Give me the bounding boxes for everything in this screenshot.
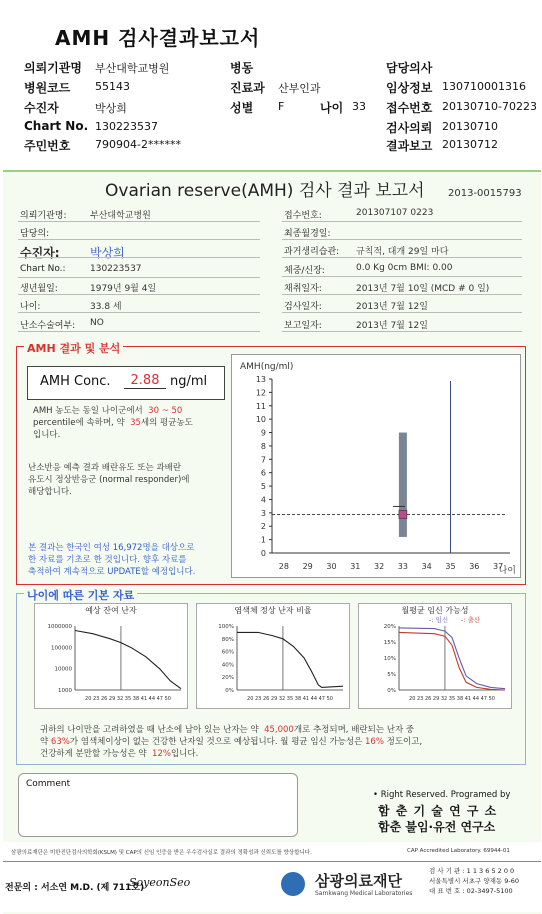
patient-field-label: Chart No.: — [20, 264, 66, 274]
copyright-text: • Right Reserved. Programed by — [373, 790, 511, 800]
mini-y-tick-label: 15% — [383, 640, 396, 646]
sample-field-value: 2013년 7월 12일 — [356, 302, 428, 312]
x-tick-label: 32 — [374, 562, 385, 571]
mini-y-tick-label: 80% — [221, 636, 234, 643]
mini-y-tick-label: 20% — [383, 624, 396, 630]
mini-x-tick-labels: 20 23 26 29 32 35 38 41 44 47 50 — [247, 696, 333, 702]
company-contact: 검 사 기 관 : 1 1 3 6 5 2 0 0 서울특별시 서초구 양재동 9-60 대 표 번 호 : 02-3497-5100 — [429, 867, 520, 895]
header-label: 성별 — [230, 101, 254, 115]
mini-x-tick-labels: 20 23 26 29 32 35 38 41 44 47 50 — [85, 696, 171, 702]
y-tick-label: 5 — [260, 482, 266, 492]
field-underline — [282, 221, 522, 222]
field-underline — [18, 331, 260, 332]
y-tick-label: 1 — [260, 535, 266, 545]
pregnancy-chance-chart — [358, 603, 512, 709]
sample-field-label: 채취일자: — [284, 284, 322, 294]
y-tick-label: 12 — [255, 388, 266, 398]
mini-y-tick-label: 1000000 — [47, 624, 72, 630]
x-tick-label: 33 — [397, 562, 408, 571]
header-label: 접수번호 — [386, 101, 433, 115]
field-underline — [282, 257, 522, 258]
field-underline — [282, 331, 522, 332]
document-number: 2013-0015793 — [448, 188, 522, 199]
header-label: 임상정보 — [386, 81, 433, 95]
y-tick-label: 10 — [255, 415, 266, 425]
footer-note: 삼광의료재단은 미한진단검사의학회(KSLM) 및 CAP의 신임 인증을 받은 우수검사실로 결과의 정확성과 신뢰도를 향상합니다. — [11, 850, 312, 856]
normal-egg-ratio-curve — [237, 632, 343, 687]
y-tick-label: 13 — [255, 375, 266, 384]
legend-birth: -: 출산 — [461, 616, 481, 624]
mini-y-tick-label: 60% — [221, 649, 234, 656]
sample-field-label: 보고일자: — [284, 321, 322, 331]
x-tick-label: 35 — [445, 562, 456, 571]
patient-field-label: 난소수술여부: — [20, 321, 76, 331]
y-tick-label: 8 — [260, 441, 266, 451]
x-tick-label: 36 — [469, 562, 480, 571]
mini-y-tick-label: 5% — [387, 672, 396, 678]
age-value: 33 — [352, 100, 366, 113]
patient-field-value: NO — [90, 318, 104, 328]
y-tick-label: 0 — [260, 549, 266, 558]
header-label: 담당의사 — [386, 61, 433, 75]
field-underline — [18, 239, 260, 240]
header-label: 진료과 — [230, 81, 265, 95]
pregnancy-curve — [399, 628, 505, 689]
patient-field-value: 1979년 9월 4일 — [90, 284, 157, 294]
sample-field-value: 2013년 7월 10일 (MCD # 0 일) — [356, 284, 490, 294]
field-underline — [18, 312, 260, 313]
header-label: 의뢰기관명 — [24, 61, 82, 75]
field-underline — [282, 239, 522, 240]
percentile-text: AMH 농도는 동일 나이군에서 30 ~ 50 percentile에 속하며, 약 35세의 평균농도 입니다. — [33, 406, 193, 440]
normal-egg-ratio-chart — [196, 603, 350, 709]
x-tick-label: 30 — [326, 562, 337, 571]
header-label: 수진자 — [24, 101, 59, 115]
header-value: 부산대학교병원 — [95, 62, 170, 75]
patient-field-value: 130223537 — [90, 264, 142, 274]
y-axis-label: AMH(ng/ml) — [240, 362, 294, 372]
y-tick-label: 9 — [260, 428, 266, 438]
mini-chart-title: 염색체 정상 난자 비율 — [234, 606, 312, 615]
amh-range-box — [399, 433, 407, 537]
header-label: 병원코드 — [24, 81, 71, 95]
patient-field-label: 의뢰기관명: — [20, 211, 67, 221]
mini-y-tick-label: 10000 — [54, 666, 72, 673]
company-name-en: Samkwang Medical Laboratories — [315, 890, 413, 897]
y-tick-label: 4 — [260, 495, 266, 505]
header-value: 20130712 — [442, 138, 498, 151]
header-label: 주민번호 — [24, 139, 71, 153]
responder-text: 난소반응 예측 결과 배란유도 또는 과배란 유도시 정상반응군 (normal responder)에 해당합니다. — [28, 463, 190, 497]
amh-section-title: AMH 결과 및 분석 — [24, 340, 123, 356]
mini-y-tick-label: 0% — [387, 688, 396, 694]
field-underline — [18, 277, 260, 278]
header-value: 790904-2****** — [95, 138, 181, 151]
header-label: 결과보고 — [386, 139, 433, 153]
field-underline — [18, 257, 260, 258]
mini-y-tick-label: 0% — [225, 688, 234, 694]
patient-field-label: 담당의: — [20, 229, 50, 239]
cap-accreditation: CAP Accredited Laboratory. 69944-01 — [407, 848, 510, 854]
comment-box — [18, 773, 298, 837]
header-value: 20130710-70223 — [442, 100, 537, 113]
mini-y-tick-label: 40% — [221, 662, 234, 669]
header-value: 55143 — [95, 80, 130, 93]
sample-field-label: 검사일자: — [284, 302, 322, 312]
legend-pregnancy: -: 임신 — [429, 616, 449, 624]
x-tick-label: 34 — [421, 562, 432, 571]
comment-label: Comment — [26, 779, 71, 789]
header-value: 130710001316 — [442, 80, 526, 93]
remaining-eggs-chart — [34, 603, 188, 709]
institute-name-2: 함춘 불임·유전 연구소 — [378, 820, 496, 834]
sample-field-value: 0.0 Kg 0cm BMI: 0.00 — [356, 263, 453, 273]
amh-chart — [231, 354, 521, 578]
field-underline — [282, 312, 522, 313]
amh-conc-value: 2.88 — [124, 373, 166, 389]
header-value: 박상희 — [95, 102, 127, 115]
sample-field-label: 체중/신장: — [284, 266, 325, 276]
form-title: Ovarian reserve(AMH) 검사 결과 보고서 — [105, 181, 425, 201]
patient-field-label: 나이: — [20, 302, 41, 312]
amh-value-point — [399, 510, 407, 518]
x-tick-label: 29 — [302, 562, 313, 571]
header-value: 20130710 — [442, 120, 498, 133]
x-tick-label: 37 — [493, 562, 504, 571]
field-underline — [18, 221, 260, 222]
footer — [3, 842, 541, 912]
amh-conc-label: AMH Conc. — [40, 374, 111, 389]
sample-field-label: 최종월경일: — [284, 229, 331, 239]
institute-name-1: 함 춘 기 술 연 구 소 — [378, 804, 498, 818]
amh-conc-box — [27, 366, 225, 400]
header-value: F — [278, 100, 285, 113]
mini-y-tick-label: 20% — [221, 675, 234, 682]
patient-field-label: 생년월일: — [20, 284, 58, 294]
company-name: 삼광의료재단 — [315, 872, 402, 890]
y-tick-label: 7 — [260, 455, 266, 465]
patient-field-value: 부산대학교병원 — [90, 211, 151, 221]
mini-chart-title: 예상 잔여 난자 — [85, 606, 137, 615]
y-tick-label: 6 — [260, 468, 266, 478]
sample-field-label: 접수번호: — [284, 211, 322, 221]
header-label: Chart No. — [24, 119, 89, 133]
patient-field-label: 수진자: — [20, 246, 60, 260]
age-summary-text: 귀하의 나이만을 고려하였을 때 난소에 남아 있는 난자는 약 45,000개로 추정되며, 배란되는 난자 중 약 63%가 염색체이상이 없는 건강한 난자일 것으로 예상됩니다. 월 평균 임신 가능성은 16% 정도이고, 건강하게 분만할 가능성은 약 12%입니다. — [40, 725, 423, 759]
sample-field-value: 2013년 7월 12일 — [356, 321, 428, 331]
field-underline — [282, 276, 522, 277]
patient-field-value: 33.8 세 — [90, 302, 122, 312]
footer-divider — [3, 861, 541, 862]
mini-y-tick-label: 100000 — [51, 645, 72, 652]
amh-conc-unit: ng/ml — [170, 374, 208, 389]
age-label: 나이 — [320, 101, 344, 115]
y-tick-label: 11 — [255, 401, 266, 411]
mini-y-tick-label: 100% — [218, 624, 234, 630]
mini-y-tick-label: 1000 — [58, 688, 72, 694]
sample-field-label: 과거생리습관: — [284, 247, 340, 257]
patient-field-value: 박상희 — [90, 246, 125, 260]
mini-x-tick-labels: 20 23 26 29 32 35 38 41 44 47 50 — [409, 696, 495, 702]
notice-text: 본 결과는 한국인 여성 16,972명을 대상으로 한 자료를 기초로 한 것입니다. 향후 자료를 축적하여 계속적으로 UPDATE할 예정입니다. — [28, 543, 196, 577]
x-tick-label: 31 — [350, 562, 361, 571]
x-tick-label: 28 — [278, 562, 289, 571]
header-value: 130223537 — [95, 120, 158, 133]
age-section-title: 나이에 따른 기본 자료 — [24, 587, 137, 603]
report-title: AMH 검사결과보고서 — [55, 26, 261, 50]
company-logo-icon — [281, 872, 305, 896]
doctor-name: 전문의 : 서소연 M.D. (제 711호) — [5, 883, 145, 893]
header-value: 산부인과 — [278, 82, 321, 95]
mini-y-tick-label: 10% — [383, 656, 396, 662]
y-tick-label: 3 — [260, 508, 266, 518]
header-label: 검사의뢰 — [386, 121, 433, 135]
remaining-eggs-curve — [75, 631, 181, 689]
mini-chart-title: 월평균 임신 가능성 — [401, 606, 469, 615]
birth-curve — [399, 632, 505, 690]
amh-chart-svg — [232, 355, 520, 577]
field-underline — [282, 294, 522, 295]
field-underline — [18, 294, 260, 295]
x-axis-label: 나이 — [498, 566, 516, 576]
sample-field-value: 규칙적, 대개 29일 마다 — [356, 247, 449, 257]
sample-field-value: 201307107 0223 — [356, 208, 434, 218]
doctor-signature: SoyeonSeo — [129, 876, 191, 889]
header-label: 병동 — [230, 61, 254, 75]
y-tick-label: 2 — [260, 522, 266, 532]
